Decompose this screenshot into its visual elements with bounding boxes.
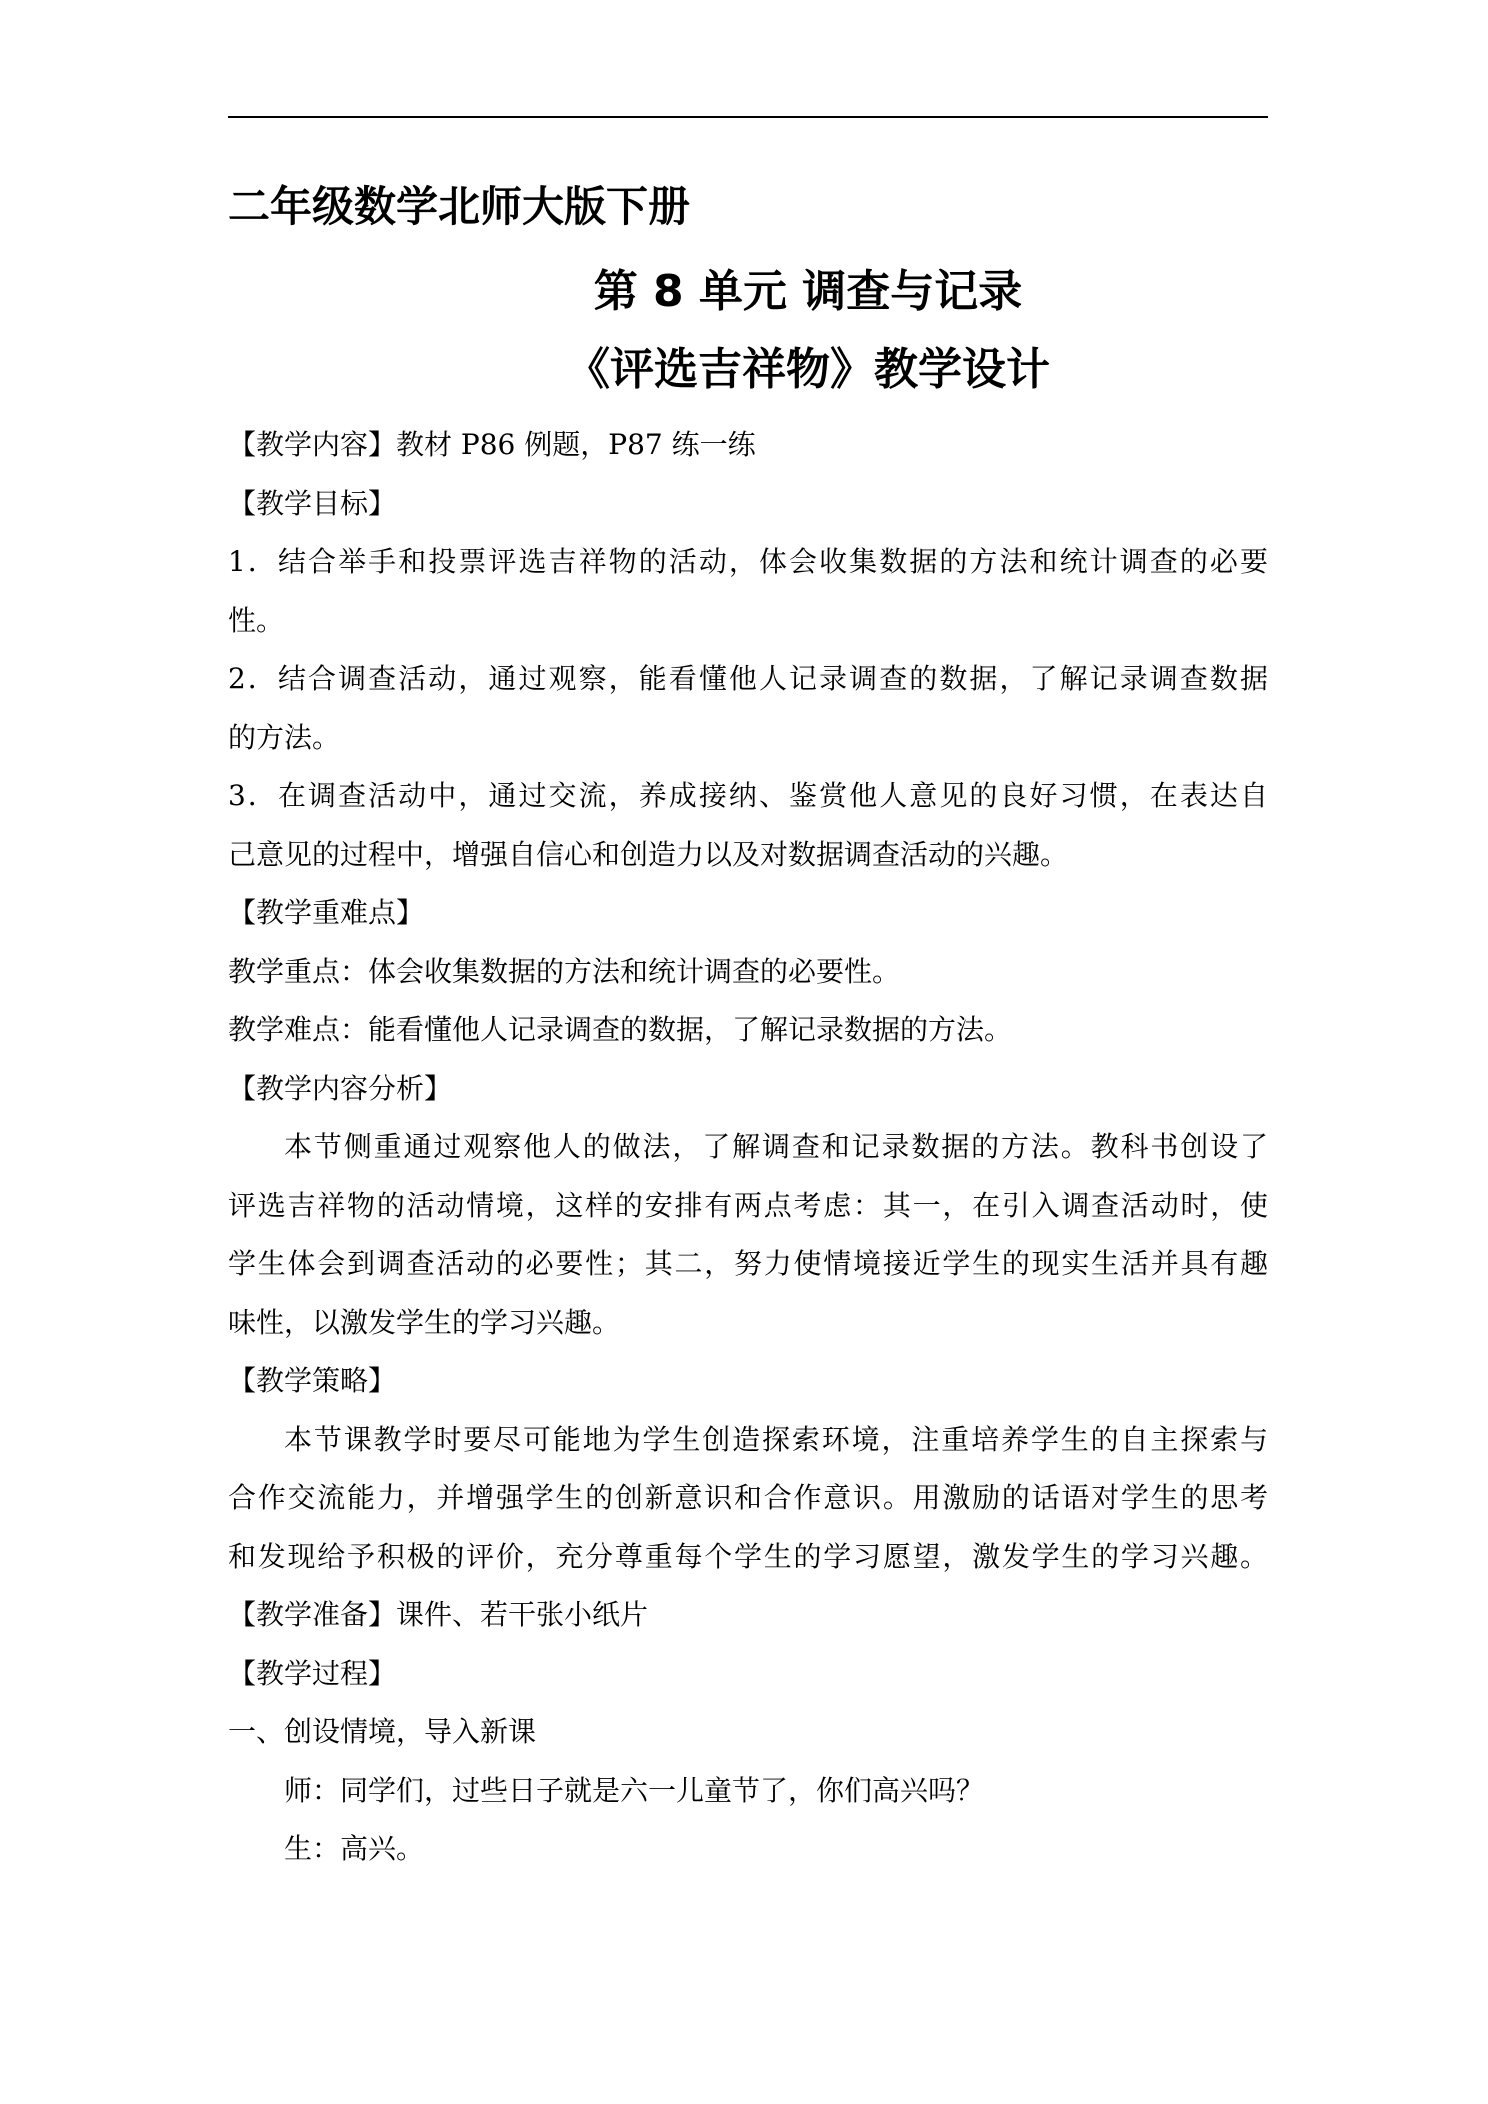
section-1-title: 一、创设情境，导入新课: [228, 1715, 537, 1748]
strategy-line-2: 合作交流能力，并增强学生的创新意识和合作意识。用激励的话语对学生的思考: [228, 1481, 1268, 1514]
objective-3-line-2: 己意见的过程中，增强自信心和创造力以及对数据调查活动的兴趣。: [228, 837, 1069, 871]
objective-2-line-2: 的方法。: [228, 720, 341, 754]
strategy-heading: 【教学策略】: [228, 1364, 397, 1397]
document-page: [228, 170, 1268, 1879]
objective-1-line-1: 1．结合举手和投票评选吉祥物的活动，体会收集数据的方法和统计调查的必要: [228, 545, 1268, 578]
difficult-point: 教学难点：能看懂他人记录调查的数据，了解记录数据的方法。: [228, 1013, 1013, 1046]
objective-1-line-2: 性。: [228, 603, 285, 637]
unit-title: 第 8 单元 调查与记录: [593, 266, 1023, 317]
objective-2-line-1: 2．结合调查活动，通过观察，能看懂他人记录调查的数据，了解记录调查数据: [228, 662, 1268, 695]
analysis-line-4: 味性，以激发学生的学习兴趣。: [228, 1305, 621, 1339]
lesson-title: 《评选吉祥物》教学设计: [566, 344, 1050, 395]
document-body: [228, 416, 1268, 1879]
key-point: 教学重点：体会收集数据的方法和统计调查的必要性。: [228, 954, 901, 988]
preparation: 【教学准备】课件、若干张小纸片: [228, 1598, 649, 1631]
analysis-line-3: 学生体会到调查活动的必要性；其二，努力使情境接近学生的现实生活并具有趣: [228, 1247, 1268, 1280]
teaching-content: 【教学内容】教材 P86 例题，P87 练一练: [228, 428, 756, 461]
strategy-line-3: 和发现给予积极的评价，充分尊重每个学生的学习愿望，激发学生的学习兴趣。: [228, 1539, 1268, 1573]
keypoints-heading: 【教学重难点】: [228, 896, 425, 929]
process-heading: 【教学过程】: [228, 1656, 397, 1690]
strategy-line-1: 本节课教学时要尽可能地为学生创造探索环境，注重培养学生的自主探索与: [284, 1422, 1268, 1456]
objective-3-line-1: 3．在调查活动中，通过交流，养成接纳、鉴赏他人意见的良好习惯，在表达自: [228, 779, 1268, 812]
analysis-heading: 【教学内容分析】: [228, 1071, 453, 1105]
objectives-heading: 【教学目标】: [228, 486, 397, 520]
student-line: 生：高兴。: [284, 1832, 425, 1865]
analysis-line-1: 本节侧重通过观察他人的做法，了解调查和记录数据的方法。教科书创设了: [284, 1130, 1268, 1163]
analysis-line-2: 评选吉祥物的活动情境，这样的安排有两点考虑：其一，在引入调查活动时，使: [228, 1188, 1268, 1222]
header-rule: [228, 116, 1268, 118]
teacher-line: 师：同学们，过些日子就是六一儿童节了，你们高兴吗？: [284, 1773, 985, 1807]
grade-title: 二年级数学北师大版下册: [228, 182, 691, 231]
